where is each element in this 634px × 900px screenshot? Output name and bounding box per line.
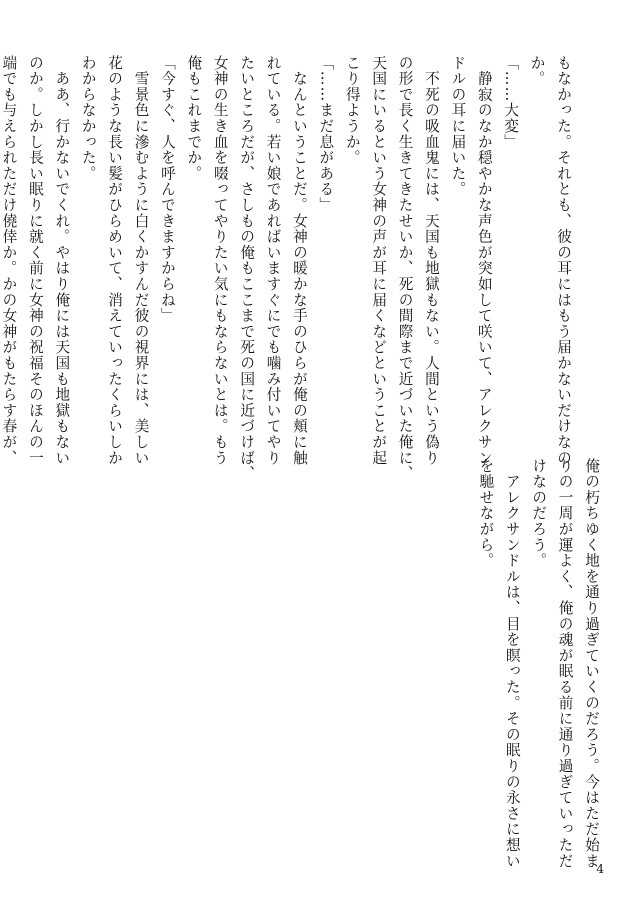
text-line: ああ、行かないでくれ。やはり俺には天国も地獄もない: [53, 55, 71, 466]
text-line: 花のような長い髪がひらめいて、消えていったくらいしか: [106, 55, 124, 466]
text-line: 不死の吸血鬼には、天国も地獄もない。人間という偽り: [422, 55, 440, 466]
text-line: 静寂のなか穏やかな声色が突如して咲いて、アレクサン: [475, 55, 493, 466]
text-line: の形で長く生きてきたせいか、死の間際まで近づいた俺に、: [396, 55, 414, 482]
text-line: もなかった。それとも、彼の耳にはもう届かないだけなの: [555, 55, 572, 466]
text-line: アレクサンドルは、目を瞑った。その眠りの永さに想い: [503, 458, 521, 869]
text-line: か。: [528, 55, 546, 87]
text-line: ドルの耳に届いた。: [449, 55, 467, 198]
text-line: 俺もこれまでか。: [185, 55, 203, 182]
page-number: 4: [596, 862, 604, 876]
lower-text-block: [472, 458, 604, 869]
text-line: けなのだろう。: [530, 458, 548, 569]
text-line: りの一周が運よく、俺の魂が眠る前に通り過ぎていっただ: [556, 458, 574, 869]
text-line: を馳せながら。: [477, 458, 495, 569]
text-line: なんということだ。女神の暖かな手のひらが俺の頬に触: [290, 55, 308, 466]
text-line: たいところだが、さしもの俺もここまで死の国に近づけば、: [238, 55, 256, 482]
text-line: 「……大変」: [502, 55, 520, 150]
text-line: のか。しかし長い眠りに就く前に女神の祝福そのほんの一: [26, 55, 44, 466]
text-line: 天国にいるという女神の声が耳に届くなどということが起: [370, 55, 388, 466]
text-line: れている。若い娘であればいますぐにでも噛み付いてやり: [264, 55, 282, 466]
text-line: 女神の生き血を啜ってやりたい気にもならないとは。もう: [211, 55, 229, 466]
text-line: こり得ようか。: [343, 55, 361, 166]
text-line: 雪景色に滲むように白くかすんだ彼の視界には、美しい: [132, 55, 150, 466]
text-line: 端でも与えられただけ僥倖か。かの女神がもたらす春が、: [0, 55, 18, 466]
text-line: 「……まだ息がある」: [317, 55, 335, 213]
text-line: 「今すぐ、人を呼んできますからね」: [158, 55, 176, 324]
text-line: わからなかった。: [79, 55, 97, 182]
upper-text-block: [0, 55, 576, 482]
text-line: 俺の朽ちゆく地を通り過ぎていくのだろう。今はただ始ま: [583, 458, 600, 869]
